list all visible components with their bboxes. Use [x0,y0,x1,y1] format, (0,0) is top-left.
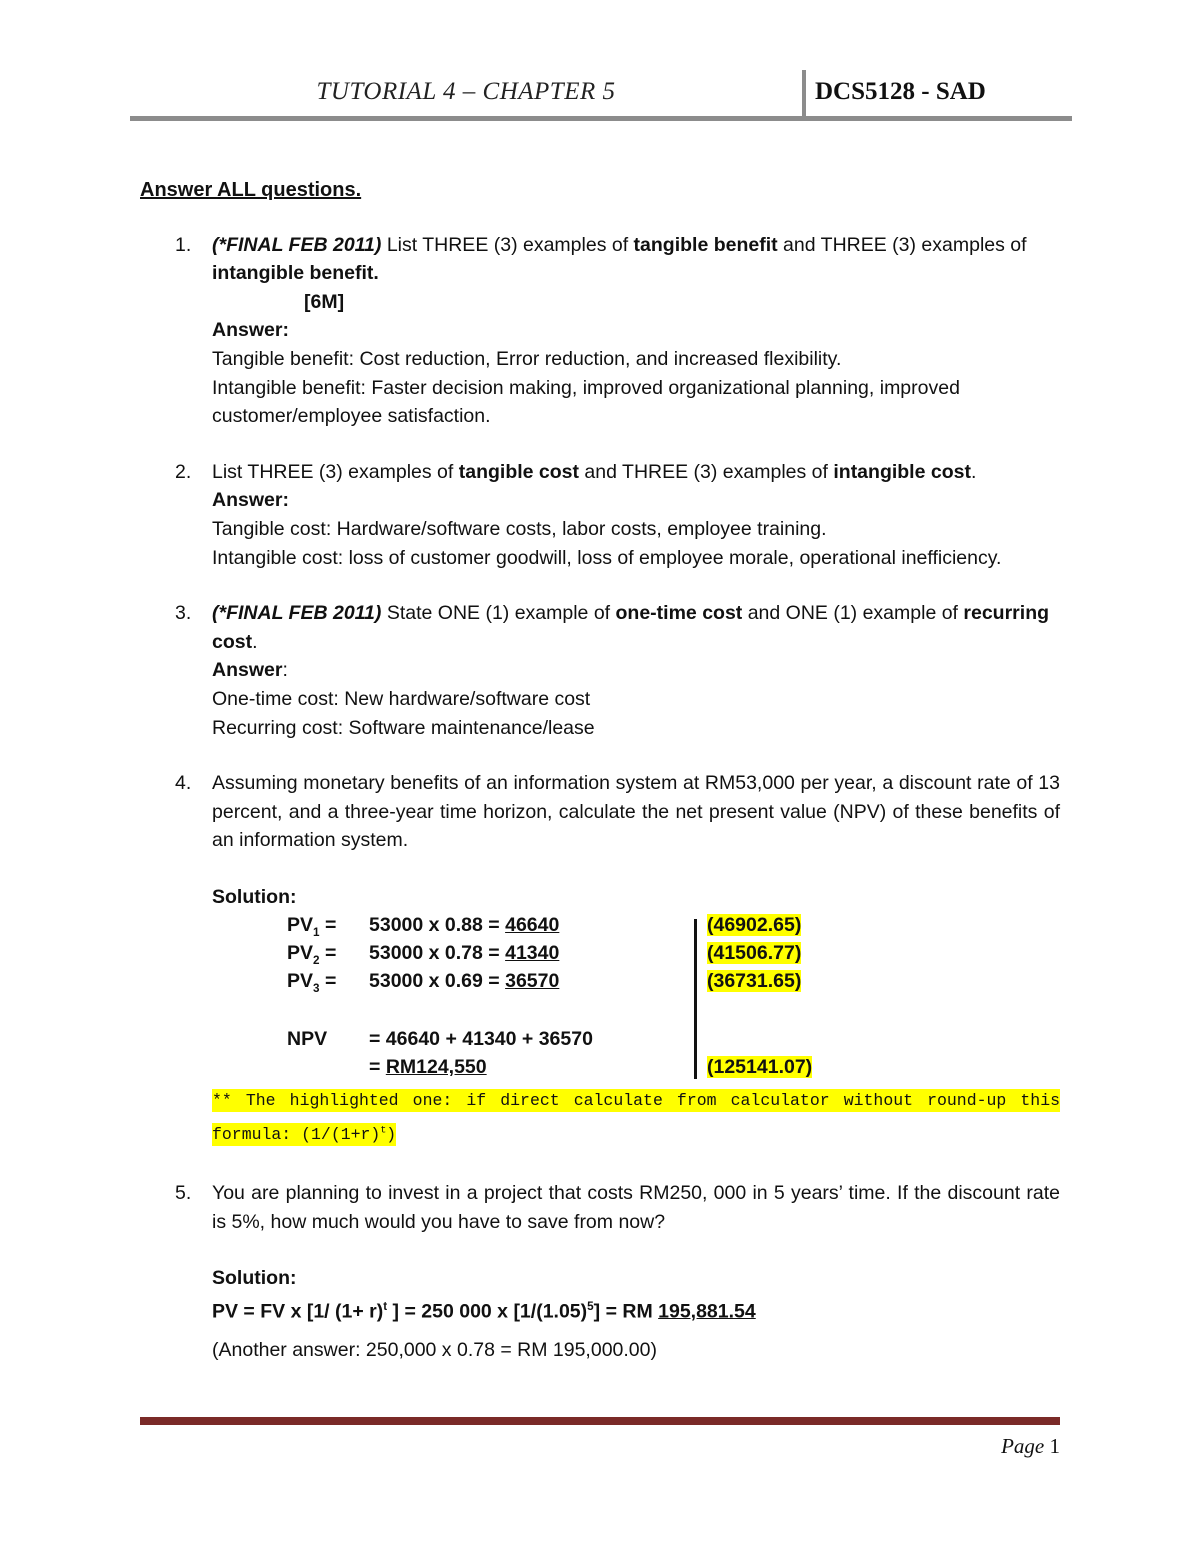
keyword: tangible benefit [633,233,778,256]
exam-tag: (*FINAL FEB 2011) [212,602,382,625]
text-run: ] = 250 000 x [1/(1.05) [387,1300,588,1323]
keyword: recurring cost [212,602,1050,653]
pv-calc [369,939,559,968]
text-run: 53000 x 0.69 = [369,970,506,993]
superscript: t [383,1299,388,1313]
question-number: 4. [175,772,192,795]
highlighted-value: (125141.07) [707,1056,813,1079]
answer-line: Intangible benefit: Faster decision making, improved organizational planning, improved customer/employee satisfaction. [212,376,960,428]
question-5 [140,1179,1060,1364]
pv-result: 41340 [505,942,560,965]
npv-result [369,1053,487,1082]
text-run: : [282,659,288,682]
question-number: 5. [175,1182,192,1205]
text-run: ] = RM [593,1300,659,1323]
highlight-note [212,1087,1060,1149]
header-divider [802,70,806,120]
exam-tag: (*FINAL FEB 2011) [212,233,382,256]
text-run: ** The highlighted one: if direct calculate from calculator without round-up this formula: (1/(1+r) [212,1091,1060,1144]
text-run: = [319,914,337,937]
question-2 [140,458,1060,572]
answer-line: Tangible benefit: Cost reduction, Error reduction, and increased flexibility. [212,347,842,370]
pv-result: 195,881.54 [658,1300,756,1323]
text-run: List THREE (3) examples of [381,233,634,256]
header-rule [130,116,1072,121]
keyword: intangible benefit. [212,262,379,285]
question-text: Assuming monetary benefits of an information system at RM53,000 per year, a discount rate of 13 percent, and a three-year time horizon, calculate the net present value (NPV) of these benefits of an information system. [212,772,1060,852]
alt-value [707,1053,812,1082]
npv-calculation [212,911,1060,1087]
pv-result: 36570 [505,970,560,993]
footer-rule [140,1417,1060,1425]
question-1 [140,231,1060,431]
text-run: PV [287,942,314,965]
question-text: You are planning to invest in a project that costs RM250, 000 in 5 years’ time. If the discount rate is 5%, how much would you have to save from now? [212,1182,1060,1233]
subscript: 2 [313,954,320,968]
header-title: TUTORIAL 4 – CHAPTER 5 [316,78,616,105]
text-run: PV [287,914,314,937]
question-3 [140,599,1060,742]
question-number: 2. [175,460,192,483]
question-4 [140,769,1060,1149]
question-text [212,231,1060,288]
page-header [130,70,1072,122]
pv-result: 46640 [505,914,560,937]
question-number: 3. [175,602,192,625]
marks: [6M] [304,290,345,313]
answer-line: Intangible cost: loss of customer goodwill, loss of employee morale, operational inefficiency. [212,546,1002,569]
page-num: 1 [1044,1434,1060,1458]
answer-label: Answer: [212,319,289,342]
answer-label [212,656,1060,685]
column-divider [694,919,697,1079]
answer-line: One-time cost: New hardware/software cost [212,687,591,710]
keyword: tangible cost [458,460,580,483]
text-run: 53000 x 0.78 = [369,942,506,965]
highlighted-value: (46902.65) [707,914,802,937]
page-number [920,1434,1060,1459]
another-answer: (Another answer: 250,000 x 0.78 = RM 195,000.00) [212,1339,657,1362]
solution-label: Solution: [212,1267,297,1290]
pv-label [287,967,336,1003]
alt-value [707,939,801,968]
subscript: 3 [313,982,320,996]
keyword: one-time cost [615,602,743,625]
text-run: List THREE (3) examples of [212,460,459,483]
text-run: 53000 x 0.88 = [369,914,506,937]
pv-calc [369,911,559,940]
instruction: Answer ALL questions. [140,179,362,201]
highlighted-value: (36731.65) [707,970,802,993]
answer-line: Tangible cost: Hardware/software costs, labor costs, employee training. [212,517,827,540]
keyword: intangible cost [833,460,971,483]
npv-value: RM124,550 [385,1056,487,1079]
text-run: and THREE (3) examples of [579,460,834,483]
alt-value [707,911,801,940]
text-run: PV [287,970,314,993]
npv-label: NPV [287,1028,328,1051]
highlighted-value: (41506.77) [707,942,802,965]
subscript: 1 [313,926,320,940]
text-run: = [369,1056,386,1079]
note-text [212,1089,1060,1145]
text-run: ) [386,1124,397,1144]
answer-label: Answer: [212,489,289,512]
text-run: PV = FV x [1/ (1+ r) [212,1300,384,1323]
answer-line: Recurring cost: Software maintenance/lease [212,716,595,739]
text-run: = [319,970,337,993]
npv-sum: = 46640 + 41340 + 36570 [369,1028,593,1051]
text-run: State ONE (1) example of [381,602,616,625]
text-run: and THREE (3) examples of [777,233,1027,256]
document-body [140,176,1060,1392]
solution-label: Solution: [212,885,297,908]
question-number: 1. [175,233,192,256]
text-run: = [319,942,337,965]
text-run: and ONE (1) example of [742,602,964,625]
text-run: . [970,460,977,483]
question-text [212,599,1060,656]
pv-calc [369,967,559,996]
page-label: Page [1001,1434,1045,1458]
question-text [212,458,1060,487]
pv-formula [212,1293,1060,1326]
superscript: 5 [587,1299,594,1313]
answer-label-text: Answer [212,659,283,682]
superscript: t [380,1124,387,1136]
header-course-code: DCS5128 - SAD [815,78,986,105]
alt-value [707,967,801,996]
text-run: . [252,630,258,653]
